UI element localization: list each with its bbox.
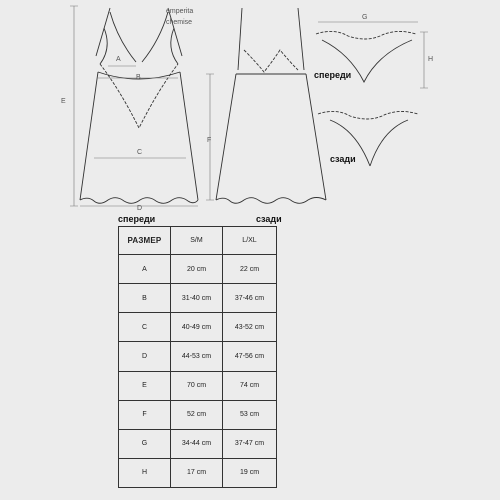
dim-label-c: C bbox=[137, 149, 143, 156]
back-strap-right bbox=[298, 8, 304, 70]
product-caption bbox=[166, 6, 193, 28]
table-row bbox=[119, 313, 277, 342]
row-lxl: 22 cm bbox=[223, 255, 277, 284]
table-row bbox=[119, 400, 277, 429]
row-sm: 34-44 cm bbox=[171, 429, 223, 458]
row-sm: 52 cm bbox=[171, 400, 223, 429]
header-sm: S/M bbox=[171, 227, 223, 255]
front-strap-left bbox=[96, 8, 110, 56]
table-row bbox=[119, 371, 277, 400]
row-lxl: 74 cm bbox=[223, 371, 277, 400]
thong-front-waist bbox=[316, 31, 416, 39]
back-hem bbox=[216, 198, 326, 204]
row-letter: D bbox=[119, 342, 171, 371]
table-row bbox=[119, 342, 277, 371]
dim-label-b: B bbox=[136, 74, 141, 81]
thong-back-waist bbox=[318, 111, 418, 119]
row-letter: B bbox=[119, 284, 171, 313]
front-body bbox=[80, 72, 198, 200]
front-hem bbox=[80, 198, 198, 204]
row-letter: F bbox=[119, 400, 171, 429]
row-letter: E bbox=[119, 371, 171, 400]
front-view-label: спереди bbox=[118, 214, 156, 224]
sizing-diagram bbox=[0, 0, 500, 230]
row-lxl: 53 cm bbox=[223, 400, 277, 429]
garment-illustration bbox=[0, 0, 500, 230]
dim-label-f: F bbox=[207, 137, 212, 144]
dim-label-h: H bbox=[428, 56, 434, 63]
dim-label-e: E bbox=[61, 98, 66, 105]
table-row bbox=[119, 255, 277, 284]
back-strap-left bbox=[238, 8, 242, 70]
thong-front-label: спереди bbox=[314, 70, 352, 80]
row-lxl: 43-52 cm bbox=[223, 313, 277, 342]
header-size: РАЗМЕР bbox=[119, 227, 171, 255]
table-row bbox=[119, 429, 277, 458]
row-sm: 17 cm bbox=[171, 458, 223, 487]
row-lxl: 37-46 cm bbox=[223, 284, 277, 313]
thong-back-label: сзади bbox=[330, 154, 356, 164]
table-row bbox=[119, 458, 277, 487]
product-name: emperita bbox=[166, 8, 194, 15]
row-sm: 40-49 cm bbox=[171, 313, 223, 342]
row-lxl: 37-47 cm bbox=[223, 429, 277, 458]
dim-label-d: D bbox=[137, 205, 143, 212]
dim-label-a: A bbox=[116, 56, 121, 63]
row-sm: 44-53 cm bbox=[171, 342, 223, 371]
table-row bbox=[119, 284, 277, 313]
row-letter: C bbox=[119, 313, 171, 342]
row-letter: G bbox=[119, 429, 171, 458]
row-lxl: 47-56 cm bbox=[223, 342, 277, 371]
row-letter: A bbox=[119, 255, 171, 284]
row-sm: 31-40 cm bbox=[171, 284, 223, 313]
product-type: chemise bbox=[166, 19, 193, 26]
back-body bbox=[216, 74, 326, 200]
dim-label-g: G bbox=[362, 14, 368, 21]
size-table bbox=[118, 226, 277, 488]
header-lxl: L/XL bbox=[223, 227, 277, 255]
back-lace bbox=[244, 50, 298, 72]
row-lxl: 19 cm bbox=[223, 458, 277, 487]
row-sm: 20 cm bbox=[171, 255, 223, 284]
row-sm: 70 cm bbox=[171, 371, 223, 400]
row-letter: H bbox=[119, 458, 171, 487]
back-view-label: сзади bbox=[256, 214, 282, 224]
size-table-header bbox=[119, 227, 277, 255]
